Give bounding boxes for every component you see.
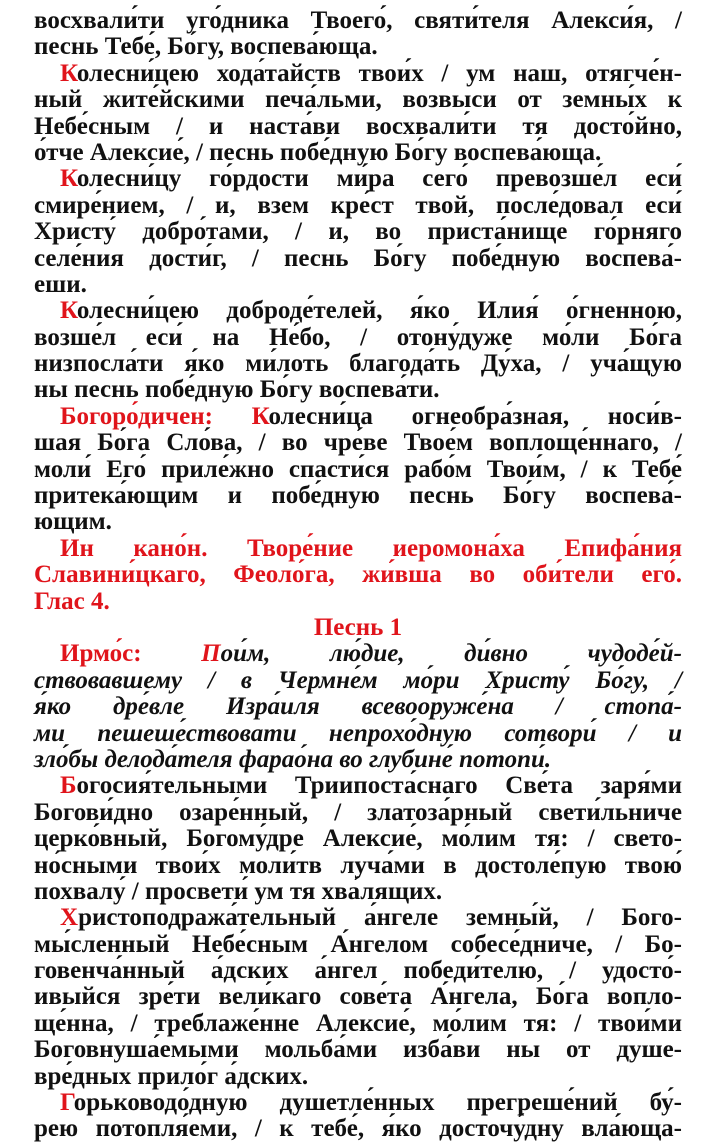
theotokion-label: Богоро́дичен: [60,402,252,430]
text-line: ны песнь побе́дную Бо́гу воспева́ти. [34,376,440,404]
text-line: Небе́сным / и наста́ви восхвали́ти тя досто́йно, [34,112,682,140]
drop-letter: Х [60,904,79,932]
text-line: Богосия́тельными Триипоста́снаго Све́та заря́ми [60,772,682,800]
text-line: говенча́нный а́дских а́нгел победи́телю, / удосто́- [34,957,682,985]
text-line: ющим. [34,508,112,536]
text-line: Горьководо́дную душетле́нных прегреше́ний бу́- [60,1089,682,1117]
troparion-5 [34,905,682,1090]
text-line: моли́ Его́ приле́жно спасти́ся рабо́м Твои́м, / к Тебе́ [34,455,682,483]
text-line: Колесни́цу го́рдости ми́ра сего́ превозше́л еси́ [60,165,682,193]
text-line: ный жите́йскими печа́льми, возвыси от земны́х к [34,86,682,114]
paragraph-continuation [34,8,682,61]
text-line: Христу́ добро́тами, / и, во приста́нище го́рняго [34,218,682,246]
ode-heading: Песнь 1 [313,613,403,641]
text-line: похвалу́ / просвети́ ум тя хва́лящих. [34,877,443,905]
text-line: ивыйся зре́ти вели́каго сове́та А́нгела, Бо́га вопло- [34,983,682,1011]
text-line: я́ко дре́вле Изра́иля всевооруже́на / стопа́- [34,693,682,721]
text-line: Христоподража́тельный а́нгеле земны́й, / Бого- [60,904,682,932]
canon-title [34,536,682,615]
text-line: зло́бы делода́теля фарао́на во глубине́ потопи́. [34,745,552,773]
text-line: но́сными твои́х моли́тв луча́ми в достоле́пую твою́ [34,851,682,879]
text-line: притека́ющим и побе́дную песнь Бо́гу воспева́- [34,482,682,510]
text-line: Богоро́дичен: Колесни́ца огнеобра́зная, носи́в- [60,402,682,430]
text-line: о́тче Алексие́, / песнь побе́дную Бо́гу воспева́юща. [34,138,602,166]
troparion-6 [34,1090,682,1143]
text-line: Ирмо́с: Пои́м, лю́дие, ди́вно чудоде́й- [60,640,683,668]
text-line: Боговнуша́емыми мольба́ми изба́ви ны от душе- [34,1036,682,1064]
drop-letter: К [60,59,77,87]
text-line: мы́сленный Небе́сным А́нгелом собесе́дниче, / Бо- [34,930,682,958]
text-line: низпосла́ти я́ко ми́лоть благода́ть Ду́ха, / уча́щую [34,350,682,378]
text-line: шая Бо́га Сло́ва, / во чре́ве Твое́м воплоще́ннаго, / [34,429,682,457]
theotokion [34,404,682,536]
drop-letter: К [60,297,77,325]
text-line: Ин кано́н. Творе́ние иеромона́ха Епифа́ния [60,534,682,562]
text-line: восхвали́ти уго́дника Твоего́, святи́теля Алекси́я, / [34,7,682,34]
text-line: ще́нна, / треблаже́нне Алексие́, мо́лим тя: / твои́ми [34,1009,682,1037]
text-line: возше́л еси́ на Не́бо, / отону́дуже мо́ли Бо́га [34,323,682,351]
text-line: Славини́цкаго, Феоло́га, жи́вша во оби́тели его́. [34,561,682,589]
text-line: селе́ния дости́г, / песнь Бо́гу побе́дную воспева́- [34,244,682,272]
text-line: ми пешеше́ствовати непрохо́дную сотвори́ / и [34,719,682,747]
text-line: церко́вный, Богому́дре Алексие́, мо́лим тя: / свето- [34,825,682,853]
troparion-2 [34,166,682,298]
text-line: вре́дных прило́г а́дских. [34,1062,309,1090]
text-line: Колесни́цею доброде́телей, я́ко Илия́ о́гненною, [60,297,682,325]
troparion-4 [34,773,682,905]
irmos-label: Ирмо́с: [60,640,202,668]
drop-letter: К [251,402,269,430]
text-line: рею потопля́еми, / к тебе́, я́ко досточу́дну вла́юща- [34,1115,682,1143]
text-line: песнь Тебе́, Бо́гу, воспева́юща. [34,33,378,61]
text-line: Глас 4. [34,587,110,615]
drop-letter: Б [60,772,77,800]
text-line: Богови́дно озаре́нный, / златоза́рный свети́льниче [34,798,682,826]
drop-letter: Г [60,1089,74,1117]
text-line: Колесни́цею хода́тайств твои́х / ум наш, отягче́н- [60,59,682,87]
drop-letter: К [60,165,77,193]
irmos [34,641,682,773]
troparion-3 [34,298,682,404]
text-line: смире́нием, / и, взем кре́ст твой, после́довал еси́ [34,191,682,219]
troparion-1 [34,61,682,167]
text-line: ствовавшему / в Чермне́м мо́ри Христу́ Бо́гу, / [34,666,682,694]
drop-letter: П [201,640,221,668]
text-line: еши. [34,270,87,298]
